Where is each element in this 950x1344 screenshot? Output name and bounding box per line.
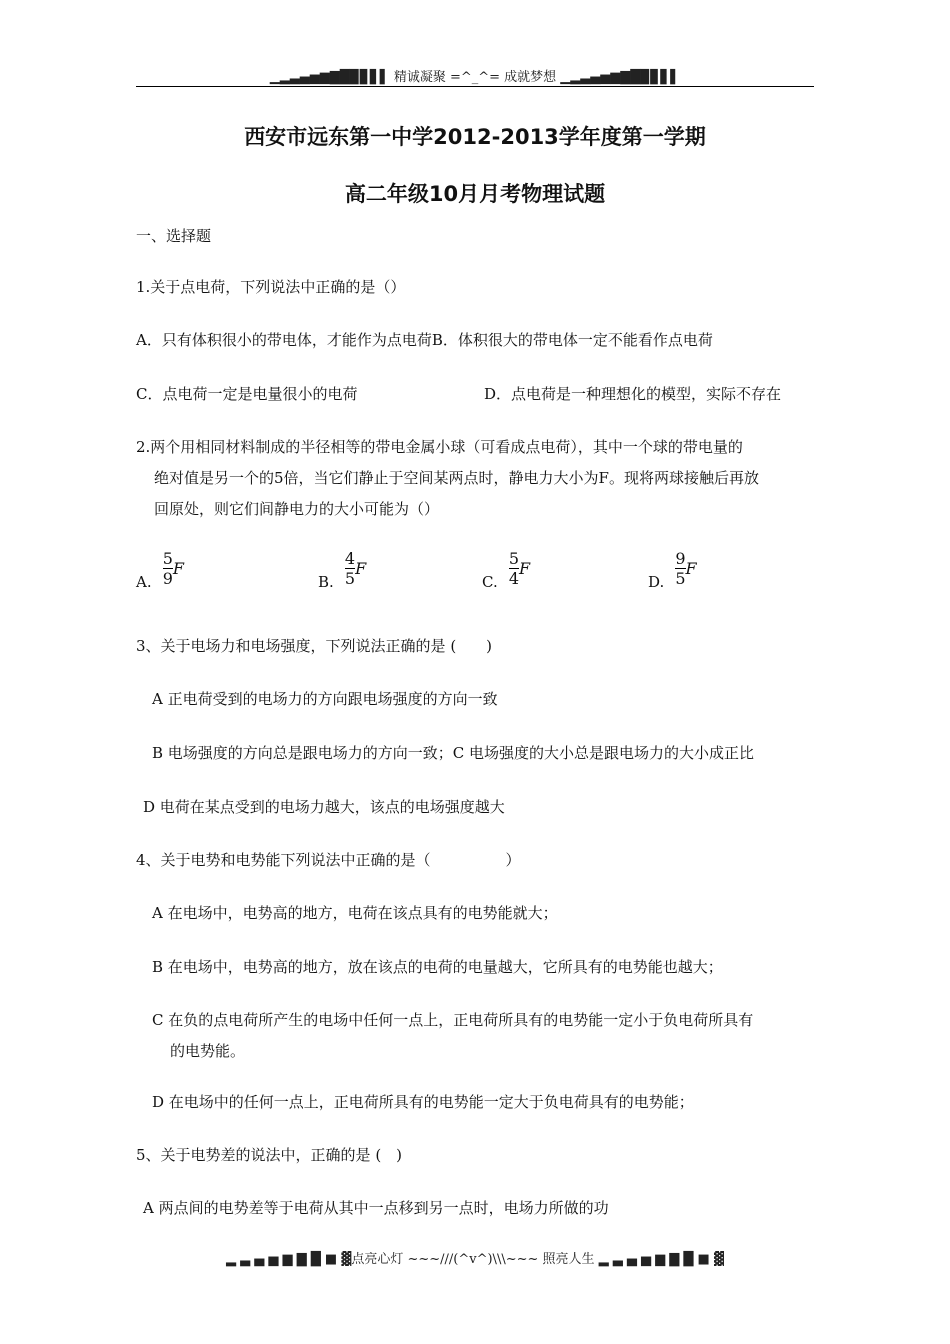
q3-stem: 3、关于电场力和电场强度，下列说法正确的是 ( ) (136, 637, 493, 655)
section-heading: 一、选择题 (136, 227, 212, 245)
q3-option-d: D 电荷在某点受到的电场力越大，该点的电场强度越大 (143, 798, 505, 816)
q4-option-d: D 在电场中的任何一点上，正电荷所具有的电势能一定大于负电荷具有的电势能； (152, 1093, 694, 1111)
q2-option-a-label: A. (136, 573, 152, 591)
fraction-denominator: 5 (675, 569, 686, 588)
q2-option-c (482, 549, 531, 591)
q5-option-a: A 两点间的电势差等于电荷从其中一点移到另一点时，电场力所做的功 (143, 1199, 609, 1217)
exam-title-line1: 西安市远东第一中学2012-2013学年度第一学期 (244, 125, 706, 149)
q4-option-b: B 在电场中，电势高的地方，放在该点的电荷的电量越大，它所具有的电势能也越大； (152, 958, 723, 976)
q2-option-b-label: B. (318, 573, 334, 591)
q2-option-c-fraction (509, 550, 519, 587)
q4-option-c-line1: C 在负的点电荷所产生的电场中任何一点上，正电荷所具有的电势能一定小于负电荷所具有 (152, 1011, 754, 1029)
force-symbol: F (685, 559, 697, 578)
fraction-numerator: 5 (162, 549, 173, 568)
q2-option-a-fraction (163, 550, 173, 587)
q5-stem: 5、关于电势差的说法中，正确的是 ( ) (136, 1146, 403, 1164)
q4-option-a: A 在电场中，电势高的地方，电荷在该点具有的电势能就大； (152, 904, 558, 922)
force-symbol: F (355, 559, 367, 578)
force-symbol: F (172, 559, 184, 578)
q4-stem: 4、关于电势和电势能下列说法中正确的是（ ） (136, 851, 521, 869)
q2-option-c-label: C. (482, 573, 498, 591)
q2-stem-line2: 绝对值是另一个的5倍，当它们静止于空间某两点时，静电力大小为F。现将两球接触后再放 (154, 469, 759, 487)
header-divider (136, 86, 814, 87)
q3-option-a: A 正电荷受到的电场力的方向跟电场强度的方向一致 (152, 690, 498, 708)
fraction-numerator: 9 (675, 549, 686, 568)
q2-stem-line3: 回原处，则它们间静电力的大小可能为（） (154, 500, 440, 518)
fraction-denominator: 4 (508, 569, 519, 588)
q2-option-b (318, 549, 367, 591)
q1-options-ab: A．只有体积很小的带电体，才能作为点电荷B．体积很大的带电体一定不能看作点电荷 (136, 331, 713, 349)
force-symbol: F (519, 559, 531, 578)
q2-option-d-fraction (675, 550, 685, 587)
q1-option-d: D．点电荷是一种理想化的模型，实际不存在 (484, 385, 782, 403)
fraction-denominator: 9 (162, 569, 173, 588)
fraction-numerator: 5 (508, 549, 519, 568)
page-header-banner: ▁▂▃▄▅▆▇█▉▊▋▌ 精诚凝聚 =^_^= 成就梦想 ▁▂▃▄▅▆▇█▉▊▋▌ (269, 70, 681, 85)
q1-option-c: C．点电荷一定是电量很小的电荷 (136, 385, 358, 403)
q2-option-d-label: D. (648, 573, 665, 591)
q2-option-a (136, 549, 184, 591)
q2-option-b-fraction (345, 550, 355, 587)
q2-stem-line1: 2.两个用相同材料制成的半径相等的带电金属小球（可看成点电荷），其中一个球的带电量的 (136, 438, 743, 456)
fraction-denominator: 5 (344, 569, 356, 588)
exam-title-line2: 高二年级10月月考物理试题 (344, 182, 606, 206)
q1-stem: 1.关于点电荷，下列说法中正确的是（） (136, 278, 406, 296)
q3-options-bc: B 电场强度的方向总是跟电场力的方向一致；C 电场强度的大小总是跟电场力的大小成正比 (152, 744, 755, 762)
fraction-numerator: 4 (344, 549, 356, 568)
q2-option-d (648, 549, 697, 591)
q4-option-c-line2: 的电势能。 (170, 1042, 246, 1060)
page-footer-banner: ▂ ▃ ▄ ▅ ▆ ▇ █ ■ ▓点亮心灯 ~~~///(^v^)\\\~~~ 照亮人生 ▂ ▃ ▄ ▅ ▆ ▇ █ ■ ▓ (226, 1252, 724, 1267)
